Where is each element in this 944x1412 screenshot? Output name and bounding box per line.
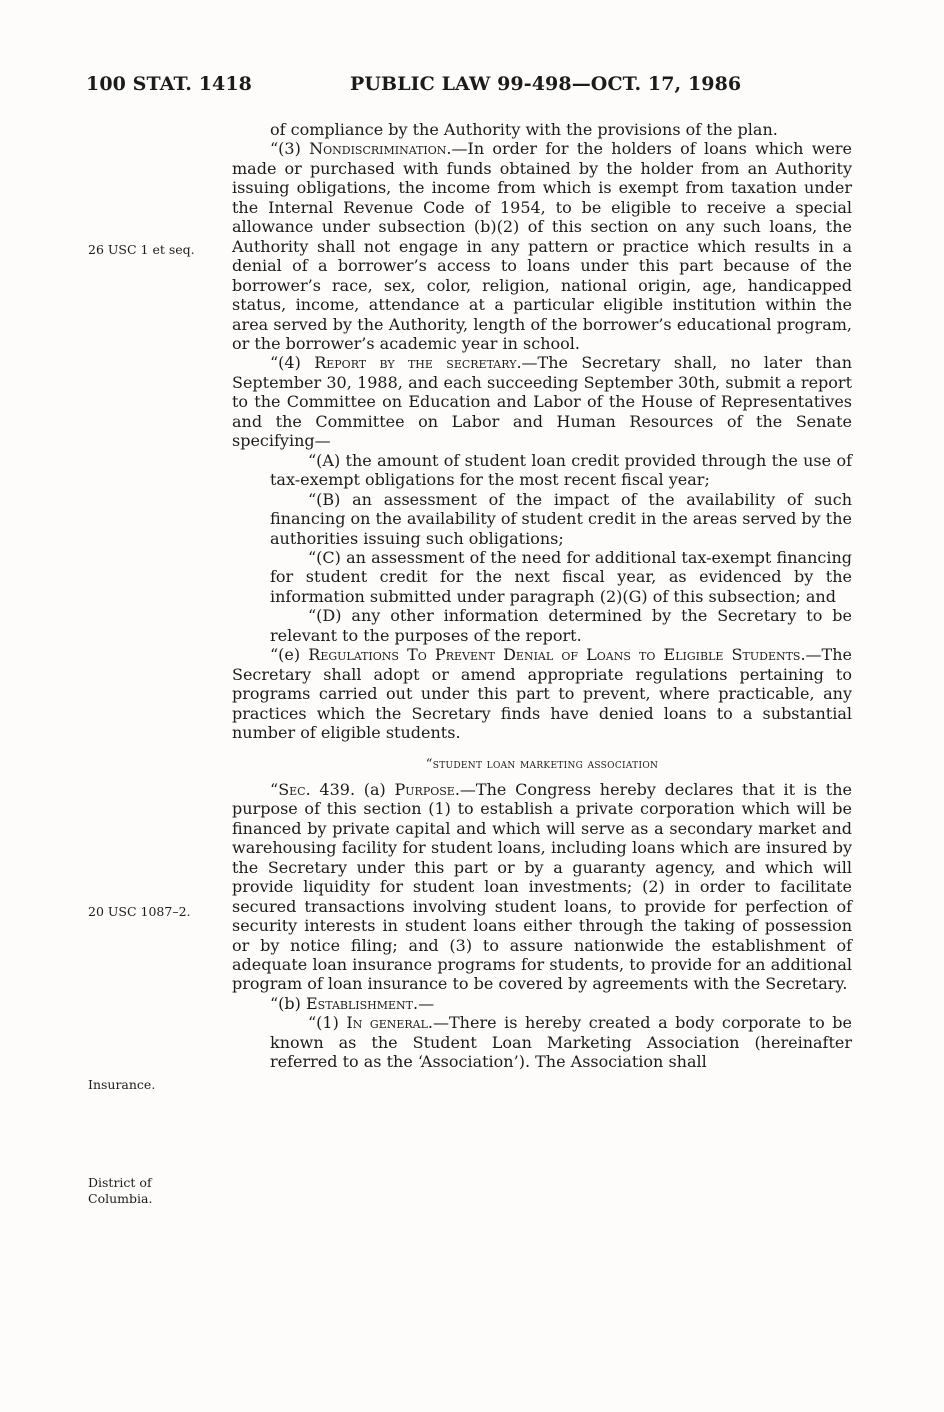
paragraph-compliance: of compliance by the Authority with the provisions of the plan. bbox=[270, 120, 778, 139]
page-law-title: PUBLIC LAW 99-498—OCT. 17, 1986 bbox=[350, 73, 742, 95]
heading-regulations: Regulations To Prevent Denial of Loans to Eligible Students bbox=[308, 645, 801, 665]
section-heading: “student loan marketing association bbox=[425, 756, 659, 772]
paragraph-a: “(A) the amount of student loan credit provided through the use of tax-exempt obligations for the most recent fiscal year; bbox=[270, 450, 852, 490]
page-stat-number: 100 STAT. 1418 bbox=[86, 73, 252, 95]
margin-note-district: District of Columbia. bbox=[88, 1175, 153, 1206]
margin-note-insurance: Insurance. bbox=[88, 1077, 156, 1092]
paragraph-in-general: “(1) In general.—There is hereby created a body corporate to be known as the Student Loan Marketing Association (hereinafter referred to as the ‘Association’). The Association shall bbox=[270, 1013, 852, 1072]
paragraph-regulations: “(e) Regulations To Prevent Denial of Loans to Eligible Students.—The Secretary shall adopt or amend appropriate regulations pertaining to programs carried out under this part to prevent, where practicable, any practices which the Secretary finds have denied loans to a substantial number of eligible students. bbox=[232, 645, 852, 743]
paragraph-d: “(D) any other information determined by the Secretary to be relevant to the purposes of the report. bbox=[270, 606, 852, 645]
body-text bbox=[232, 120, 852, 1072]
heading-in-general: In general bbox=[346, 1013, 428, 1033]
paragraph-establishment: “(b) Establishment.— bbox=[270, 993, 435, 1013]
heading-purpose: Purpose bbox=[394, 779, 455, 799]
paragraph-c: “(C) an assessment of the need for additional tax-exempt financing for student credit for the next fiscal year, as evidenced by the information submitted under paragraph (2)(G) of this subsection; and bbox=[270, 547, 852, 606]
heading-establishment: Establishment bbox=[306, 993, 414, 1013]
paragraph-b: “(B) an assessment of the impact of the availability of such financing on the availability of student credit in the areas served by the authorities issuing such obligations; bbox=[270, 489, 852, 548]
paragraph-purpose: “Sec. 439. (a) Purpose.—The Congress hereby declares that it is the purpose of this section (1) to establish a private corporation which will be financed by private capital and which will serve as a secondary market and warehousing facility for student loans, including loans which are insured by the Secretary under this part or by a guaranty agency, and which will provide liquidity for student loan investments; (2) in order to facilitate secured transactions involving student loans, to provide for perfection of security interests in student loans either through the taking of possession or by notice filing; and (3) to assure nationwide the establishment of adequate loan insurance programs for students, to provide for an additional program of loan insurance to be covered by agreements with the Secretary. bbox=[232, 779, 852, 994]
paragraph-report: “(4) Report by the secretary.—The Secretary shall, no later than September 30, 1988, and each succeeding September 30th, submit a report to the Committee on Education and Labor of the House of Representatives and the Committee on Labor and Human Resources of the Senate specifying— bbox=[232, 353, 852, 451]
margin-note-usc-1087: 20 USC 1087–2. bbox=[88, 904, 191, 919]
heading-report: Report by the secretary bbox=[314, 353, 517, 373]
margin-note-usc-1: 26 USC 1 et seq. bbox=[88, 242, 195, 257]
heading-nondiscrimination: Nondiscrimination bbox=[309, 139, 447, 159]
paragraph-nondiscrimination: “(3) Nondiscrimination.—In order for the holders of loans which were made or purchased with funds obtained by the holder from an Authority issuing obligations, the income from which is exempt from taxation under the Internal Revenue Code of 1954, to be eligible to receive a special allowance under subsection (b)(2) of this section on any such loans, the Authority shall not engage in any pattern or practice which results in a denial of a borrower’s access to loans under this part because of the borrower’s race, sex, color, religion, national origin, age, handicapped status, income, attendance at a particular eligible institution within the area served by the Authority, length of the borrower’s educational program, or the borrower’s academic year in school. bbox=[232, 139, 853, 353]
